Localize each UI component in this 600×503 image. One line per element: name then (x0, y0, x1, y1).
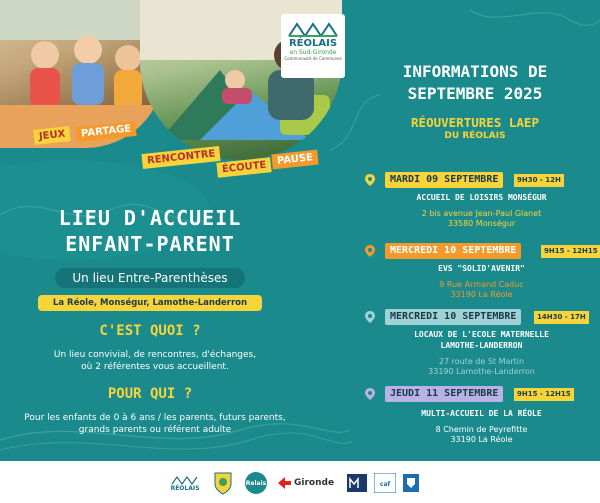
commune-crest-logo (210, 470, 236, 496)
event-3-address: 27 route de St Martin (438, 357, 525, 366)
gironde-logo (276, 470, 338, 496)
bridge-logo-icon (287, 20, 339, 38)
reopening-title: RÉOUVERTURES LAEP (411, 115, 539, 130)
relais-circle-icon (244, 471, 268, 495)
event-1 (363, 172, 600, 232)
event-4-address: 8 Chemin de Peyrefitte (435, 425, 528, 434)
event-3-place-line1: LOCAUX DE L'ECOLE MATERNELLE (414, 330, 549, 339)
main-title-line2: ENFANT-PARENT (65, 232, 235, 256)
location-pin-icon (363, 173, 377, 187)
event-1-address: 2 bis avenue Jean-Paul Glanet (421, 209, 542, 218)
who-text-line1: Pour les enfants de 0 à 6 ans / les parents, futurs parents, (24, 413, 286, 423)
who-title: POUR QUI ? (107, 386, 193, 402)
main-title-line1: LIEU D'ACCUEIL (58, 206, 242, 230)
info-title-line2: SEPTEMBRE 2025 (407, 84, 543, 103)
relais-logo (244, 470, 268, 496)
event-2-place: EVS "SOLID'AVENIR" (438, 264, 525, 273)
reopening-subtitle: DU RÉOLAIS (444, 131, 506, 141)
logo-name: RÉOLAIS (288, 38, 338, 49)
caf-logo (374, 470, 396, 496)
gironde-label: Gironde (294, 478, 335, 488)
logo-sub: en Sud-Gironde (289, 49, 337, 56)
towns-pill: La Réole, Monségur, Lamothe-Landerron (38, 295, 262, 311)
crest-icon (213, 471, 233, 495)
what-text-line1: Un lieu convivial, de rencontres, d'échanges, (53, 350, 257, 360)
event-3-date: MERCREDI 10 SEPTEMBRE (385, 309, 521, 325)
event-4-time: 9H15 - 12H15 (514, 388, 574, 401)
logo-tagline: Communauté de Communes (284, 56, 342, 61)
event-4 (363, 386, 600, 446)
gironde-arrow-icon (276, 475, 292, 491)
tag-partage: PARTAGE (75, 121, 136, 142)
event-4-date: JEUDI 11 SEPTEMBRE (385, 386, 503, 402)
marianne-icon (401, 472, 421, 494)
msa-logo (346, 470, 368, 496)
tag-jeux: JEUX (33, 126, 71, 145)
marianne-logo (400, 470, 422, 496)
location-pin-icon (363, 244, 377, 258)
event-1-place: ACCUEIL DE LOISIRS MONSÉGUR (416, 193, 547, 202)
relais-label: Relais (245, 480, 267, 487)
event-2 (363, 243, 600, 303)
what-text-line2: où 2 référentes vous accueillent. (81, 362, 229, 372)
bridge-logo-icon (171, 475, 199, 485)
who-text-line2: grands parents ou référent adulte (78, 425, 232, 435)
tag-ecoute: ÉCOUTE (216, 157, 272, 178)
info-title-line1: INFORMATIONS DE (402, 62, 548, 81)
location-pin-icon (363, 310, 377, 324)
reolais-footer-label: RÉOLAIS (170, 484, 200, 492)
tag-rencontre: RENCONTRE (141, 146, 221, 169)
event-3-place-line2: LAMOTHE-LANDERRON (440, 341, 523, 350)
event-2-date: MERCREDI 10 SEPTEMBRE (385, 243, 521, 259)
event-3-time: 14H30 - 17H (534, 311, 589, 324)
event-3-postcode: 33190 Lamothe-Landerron (428, 367, 535, 376)
what-title: C'EST QUOI ? (99, 323, 201, 339)
location-pin-icon (363, 387, 377, 401)
event-4-postcode: 33190 La Réole (450, 435, 513, 444)
reolais-footer-logo (168, 470, 202, 496)
partner-logos-footer (0, 461, 600, 503)
event-1-time: 9H30 - 12H (514, 174, 564, 187)
reolais-logo (281, 14, 345, 78)
event-2-time: 9H15 - 12H15 (541, 245, 600, 258)
event-1-postcode: 33580 Monségur (447, 219, 516, 228)
subtitle-pill: Un lieu Entre-Parenthèses (55, 268, 245, 288)
svg-text:caf: caf (379, 481, 391, 488)
tag-pause: PAUSE (271, 150, 318, 170)
event-1-date: MARDI 09 SEPTEMBRE (385, 172, 503, 188)
event-2-address: 9 Rue Armand Caduc (439, 280, 524, 289)
msa-icon (347, 474, 367, 492)
event-4-place: MULTI-ACCUEIL DE LA RÉOLE (421, 409, 542, 418)
caf-icon (374, 473, 396, 493)
event-3 (363, 309, 600, 379)
event-2-postcode: 33190 La Réole (450, 290, 513, 299)
